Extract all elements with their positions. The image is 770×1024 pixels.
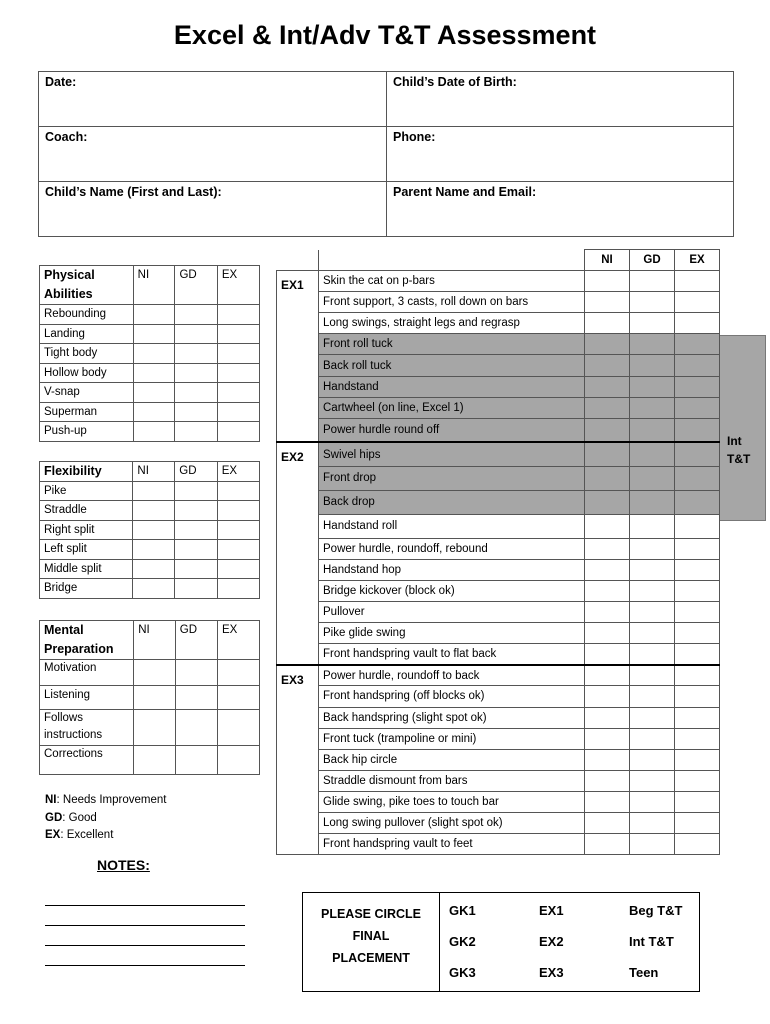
page-title: Excel & Int/Adv T&T Assessment [173,20,597,50]
physical-item-label: Hollow body [40,363,134,383]
rating-cell-ex[interactable] [217,710,259,746]
rating-cell-ni[interactable] [585,313,630,334]
table-row [40,710,260,746]
rating-cell-ni[interactable] [134,686,176,710]
table-row [40,660,260,686]
rating-cell-ex[interactable] [675,812,720,833]
rating-cell-ex[interactable] [675,707,720,728]
skill-row [277,292,720,313]
col-ni: NI [134,621,176,660]
placement-label-line: FINAL [352,929,390,943]
rating-cell-ni[interactable] [585,749,630,770]
flexibility-header: Flexibility [40,462,133,482]
skill-label: Pullover [319,602,585,623]
col-ex: EX [217,462,259,482]
rating-cell-ni[interactable] [585,812,630,833]
rating-cell-ex[interactable] [675,834,720,855]
skill-row [277,812,720,833]
rating-cell-ex[interactable] [217,686,259,710]
rating-cell-ni[interactable] [585,728,630,749]
legend-ex-key: EX [45,829,61,841]
skill-row [277,514,720,538]
physical-item-label: Push-up [40,422,134,442]
placement-option[interactable]: Int T&T [629,934,674,949]
flexibility-item-label: Pike [40,481,133,501]
rating-cell-ni[interactable] [133,383,175,403]
skill-row [277,376,720,397]
rating-cell-gd[interactable] [630,418,675,442]
rating-cell-ni[interactable] [133,422,175,442]
physical-header: Physical Abilities [40,266,134,305]
rating-cell-ex[interactable] [675,418,720,442]
table-row [40,363,260,383]
phone-field[interactable]: Phone: [387,127,734,182]
rating-cell-ni[interactable] [134,746,176,775]
rating-cell-gd[interactable] [630,355,675,376]
placement-label [303,903,439,969]
skill-label: Front handspring vault to feet [319,834,585,855]
mental-item-label: Motivation [40,660,134,686]
physical-item-label: Tight body [40,344,134,364]
physical-item-label: Rebounding [40,305,134,325]
date-field[interactable]: Date: [39,72,387,127]
physical-item-label: V-snap [40,383,134,403]
skill-label: Cartwheel (on line, Excel 1) [319,397,585,418]
rating-cell-ni[interactable] [585,442,630,466]
rating-cell-gd[interactable] [630,580,675,601]
skill-label: Power hurdle, roundoff, rebound [319,538,585,559]
rating-cell-gd[interactable] [630,313,675,334]
skill-label: Power hurdle, roundoff to back [319,665,585,686]
skill-label: Swivel hips [319,442,585,466]
col-gd: GD [175,621,217,660]
rating-cell-gd[interactable] [630,791,675,812]
skill-label: Back handspring (slight spot ok) [319,707,585,728]
rating-cell-ex[interactable] [675,292,720,313]
skill-row [277,418,720,442]
table-row [40,305,260,325]
rating-cell-gd[interactable] [630,490,675,514]
rating-cell-ni[interactable] [585,355,630,376]
rating-cell-gd[interactable] [175,520,217,540]
table-row [40,422,260,442]
rating-cell-ex[interactable] [675,376,720,397]
skill-label: Front tuck (trampoline or mini) [319,728,585,749]
rating-cell-ni[interactable] [133,305,175,325]
rating-cell-gd[interactable] [175,501,217,521]
placement-option[interactable]: EX3 [539,965,564,980]
rating-cell-ni[interactable] [585,292,630,313]
rating-cell-ex[interactable] [217,501,259,521]
rating-cell-gd[interactable] [630,466,675,490]
rating-cell-ex[interactable] [217,481,259,501]
rating-cell-ex[interactable] [217,402,259,422]
rating-cell-ex[interactable] [675,749,720,770]
skill-row [277,442,720,466]
table-row [40,324,260,344]
rating-cell-ex[interactable] [675,514,720,538]
table-row [40,520,260,540]
rating-cell-gd[interactable] [175,660,217,686]
int-tt-shade [720,335,766,521]
flexibility-item-label: Middle split [40,559,133,579]
rating-cell-ex[interactable] [675,665,720,686]
skill-row [277,397,720,418]
skill-row [277,834,720,855]
coach-field[interactable]: Coach: [39,127,387,182]
col-ni: NI [133,462,175,482]
table-row [40,686,260,710]
rating-cell-gd[interactable] [630,602,675,623]
mental-item-label: Listening [40,686,134,710]
skill-label: Handstand [319,376,585,397]
flexibility-item-label: Left split [40,540,133,560]
table-row [40,481,260,501]
legend-gd-text: : Good [62,811,97,824]
rating-cell-gd[interactable] [630,514,675,538]
int-label-line1: Int [727,434,742,448]
skill-row [277,665,720,686]
rating-cell-ex[interactable] [675,466,720,490]
col-ni: NI [133,266,175,305]
flexibility-item-label: Right split [40,520,133,540]
table-row [40,402,260,422]
rating-cell-ni[interactable] [585,466,630,490]
rating-cell-ex[interactable] [675,770,720,791]
col-gd: GD [175,462,217,482]
table-row [40,383,260,403]
rating-cell-ni[interactable] [133,324,175,344]
rating-cell-ex[interactable] [675,313,720,334]
rating-cell-ni[interactable] [585,707,630,728]
placement-option[interactable]: EX2 [539,934,564,949]
rating-cell-ni[interactable] [133,344,175,364]
skills-header-blank [277,250,319,271]
rating-cell-ex[interactable] [675,728,720,749]
skill-row [277,313,720,334]
parent-field[interactable]: Parent Name and Email: [387,182,734,237]
rating-cell-ex[interactable] [217,422,259,442]
table-row [40,344,260,364]
rating-cell-ex[interactable] [217,363,259,383]
rating-cell-ex[interactable] [217,344,259,364]
skill-label: Back drop [319,490,585,514]
rating-cell-ni[interactable] [585,418,630,442]
placement-option[interactable]: Teen [629,965,659,980]
rating-cell-gd[interactable] [630,644,675,665]
skill-row [277,580,720,601]
skill-row [277,623,720,644]
mental-header: Mental Preparation [40,621,134,660]
skill-row [277,644,720,665]
info-table [38,71,734,237]
legend [45,792,166,845]
table-row [40,559,260,579]
placement-label-line: PLEASE CIRCLE [320,907,421,921]
rating-cell-ni[interactable] [585,514,630,538]
table-row [40,579,260,599]
skill-row [277,334,720,355]
rating-cell-ni[interactable] [585,770,630,791]
physical-item-label: Landing [40,324,134,344]
rating-cell-ex[interactable] [217,540,259,560]
rating-cell-gd[interactable] [630,623,675,644]
rating-cell-ex[interactable] [675,442,720,466]
table-row [40,540,260,560]
level-label-ex1: EX1 [277,271,319,443]
skill-row [277,559,720,580]
skill-label: Handstand hop [319,559,585,580]
rating-cell-gd[interactable] [630,271,675,292]
rating-cell-ni[interactable] [585,376,630,397]
skill-label: Front support, 3 casts, roll down on bars [319,292,585,313]
skill-row [277,355,720,376]
notes-line[interactable] [45,945,245,946]
skill-row [277,538,720,559]
rating-cell-ni[interactable] [585,271,630,292]
notes-line[interactable] [45,905,245,906]
legend-ex-text: : Excellent [60,829,114,841]
rating-cell-gd[interactable] [175,559,217,579]
skill-label: Bridge kickover (block ok) [319,580,585,601]
rating-cell-ni[interactable] [585,686,630,707]
rating-cell-gd[interactable] [630,686,675,707]
rating-cell-ni[interactable] [585,644,630,665]
legend-gd-key: GD [45,811,63,824]
rating-cell-ex[interactable] [217,660,259,686]
col-gd: GD [630,250,675,271]
rating-cell-gd[interactable] [175,481,217,501]
rating-cell-gd[interactable] [175,383,217,403]
rating-cell-gd[interactable] [630,749,675,770]
placement-option[interactable]: GK3 [449,965,476,980]
rating-cell-gd[interactable] [630,334,675,355]
table-row [40,746,260,775]
skill-row [277,686,720,707]
flexibility-item-label: Straddle [40,501,133,521]
rating-cell-gd[interactable] [630,728,675,749]
rating-cell-ex[interactable] [217,559,259,579]
notes-heading: NOTES: [97,857,150,873]
rating-cell-gd[interactable] [630,665,675,686]
skill-row [277,466,720,490]
rating-cell-ni[interactable] [133,363,175,383]
rating-cell-ex[interactable] [675,490,720,514]
rating-cell-ex[interactable] [675,355,720,376]
rating-cell-gd[interactable] [175,746,217,775]
skill-label: Front roll tuck [319,334,585,355]
rating-cell-gd[interactable] [630,376,675,397]
skill-label: Power hurdle round off [319,418,585,442]
rating-cell-ni[interactable] [585,490,630,514]
level-label-ex2: EX2 [277,442,319,665]
mental-item-label: Corrections [40,746,134,775]
rating-cell-ni[interactable] [133,559,175,579]
rating-cell-ex[interactable] [217,305,259,325]
rating-cell-ni[interactable] [585,602,630,623]
rating-cell-gd[interactable] [175,305,217,325]
rating-cell-ex[interactable] [675,559,720,580]
col-ex: EX [217,266,259,305]
placement-option[interactable]: Beg T&T [629,903,683,918]
rating-cell-ni[interactable] [585,623,630,644]
rating-cell-gd[interactable] [630,707,675,728]
rating-cell-ni[interactable] [133,520,175,540]
placement-label-line: PLACEMENT [332,951,410,965]
dob-field[interactable]: Child’s Date of Birth: [387,72,734,127]
skill-row [277,770,720,791]
legend-ni-key: NI [45,794,57,806]
rating-cell-ni[interactable] [585,397,630,418]
placement-box [302,892,700,992]
physical-abilities-table [39,265,260,442]
rating-cell-ex[interactable] [217,324,259,344]
rating-cell-gd[interactable] [175,540,217,560]
skill-row [277,602,720,623]
skill-label: Pike glide swing [319,623,585,644]
skill-label: Straddle dismount from bars [319,770,585,791]
placement-option[interactable]: GK1 [449,903,476,918]
rating-cell-ni[interactable] [133,540,175,560]
rating-cell-ni[interactable] [585,334,630,355]
skill-row [277,490,720,514]
int-label-line2: T&T [727,452,751,466]
notes-line[interactable] [45,965,245,966]
rating-cell-gd[interactable] [175,422,217,442]
col-ex: EX [675,250,720,271]
skill-row [277,749,720,770]
rating-cell-ni[interactable] [133,579,175,599]
rating-cell-gd[interactable] [175,363,217,383]
int-tt-label [727,432,750,468]
rating-cell-ex[interactable] [675,271,720,292]
table-row [40,501,260,521]
rating-cell-gd[interactable] [175,686,217,710]
rating-cell-ni[interactable] [585,559,630,580]
skill-label: Back roll tuck [319,355,585,376]
col-ni: NI [585,250,630,271]
skill-row [277,791,720,812]
skill-label: Glide swing, pike toes to touch bar [319,791,585,812]
rating-cell-gd[interactable] [630,397,675,418]
rating-cell-gd[interactable] [175,402,217,422]
rating-cell-gd[interactable] [630,770,675,791]
child-name-field[interactable]: Child’s Name (First and Last): [39,182,387,237]
rating-cell-ex[interactable] [675,644,720,665]
rating-cell-ex[interactable] [217,520,259,540]
rating-cell-gd[interactable] [630,538,675,559]
flexibility-item-label: Bridge [40,579,133,599]
rating-cell-ex[interactable] [675,791,720,812]
rating-cell-gd[interactable] [175,710,217,746]
rating-cell-ex[interactable] [217,746,259,775]
rating-cell-gd[interactable] [630,442,675,466]
rating-cell-gd[interactable] [630,834,675,855]
skill-label: Long swings, straight legs and regrasp [319,313,585,334]
rating-cell-gd[interactable] [630,559,675,580]
skill-row [277,728,720,749]
rating-cell-ex[interactable] [675,623,720,644]
placement-divider [439,893,440,991]
rating-cell-gd[interactable] [175,579,217,599]
rating-cell-gd[interactable] [175,344,217,364]
rating-cell-ex[interactable] [675,538,720,559]
rating-cell-ex[interactable] [675,334,720,355]
legend-ni-text: : Needs Improvement [56,794,167,806]
physical-item-label: Superman [40,402,134,422]
flexibility-table [39,461,260,599]
level-label-ex3: EX3 [277,665,319,855]
skill-label: Back hip circle [319,749,585,770]
placement-option[interactable]: EX1 [539,903,564,918]
rating-cell-ex[interactable] [675,397,720,418]
skills-header-blank [319,250,585,271]
rating-cell-ni[interactable] [585,834,630,855]
skill-row [277,707,720,728]
rating-cell-ni[interactable] [134,710,176,746]
rating-cell-ex[interactable] [217,579,259,599]
rating-cell-ni[interactable] [133,501,175,521]
skill-label: Handstand roll [319,514,585,538]
rating-cell-ex[interactable] [217,383,259,403]
skills-table [276,249,720,855]
rating-cell-ex[interactable] [675,580,720,601]
rating-cell-ni[interactable] [585,538,630,559]
skill-label: Skin the cat on p-bars [319,271,585,292]
rating-cell-ni[interactable] [585,580,630,601]
col-gd: GD [175,266,217,305]
rating-cell-ex[interactable] [675,686,720,707]
rating-cell-ex[interactable] [675,602,720,623]
rating-cell-gd[interactable] [630,292,675,313]
rating-cell-ni[interactable] [133,402,175,422]
rating-cell-ni[interactable] [585,791,630,812]
skill-label: Long swing pullover (slight spot ok) [319,812,585,833]
rating-cell-ni[interactable] [134,660,176,686]
rating-cell-ni[interactable] [133,481,175,501]
skill-label: Front drop [319,466,585,490]
skill-row [277,271,720,292]
rating-cell-gd[interactable] [175,324,217,344]
notes-line[interactable] [45,925,245,926]
mental-preparation-table [39,620,260,775]
skill-label: Front handspring vault to flat back [319,644,585,665]
mental-item-label: Follows instructions [40,710,134,746]
skill-label: Front handspring (off blocks ok) [319,686,585,707]
rating-cell-ni[interactable] [585,665,630,686]
rating-cell-gd[interactable] [630,812,675,833]
col-ex: EX [217,621,259,660]
placement-option[interactable]: GK2 [449,934,476,949]
